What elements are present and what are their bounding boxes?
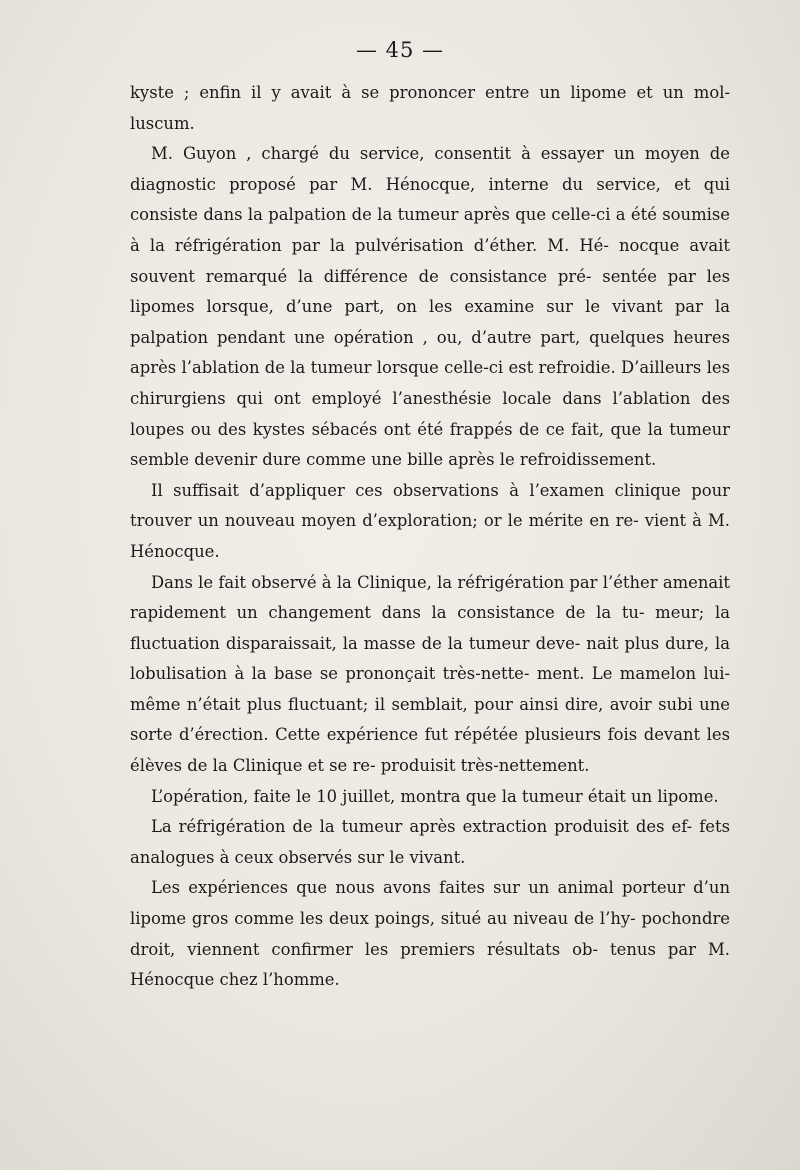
paragraph-6: La réfrigération de la tumeur après extraction produisit des ef- fets analogues à ceux observés sur le vivant. — [130, 817, 730, 867]
page-number: — 45 — — [355, 38, 445, 62]
paragraph-7: Les expériences que nous avons faites sur un animal porteur d’un lipome gros comme les deux poings, situé au niveau de l’hy- pochondre droit, viennent confirmer les premiers résultats ob- tenus par M. Hénocque chez l’homme. — [130, 878, 730, 990]
paragraph-4: Dans le fait observé à la Clinique, la réfrigération par l’éther amenait rapidement un changement dans la consistance de la tu- meur; la fluctuation disparaissait, la masse de la tumeur deve- nait plus dure, la lobulisation à la base se prononçait très-nette- ment. Le mamelon lui-même n’était plus fluctuant; il semblait, pour ainsi dire, avoir subi une sorte d’érection. Cette expérience fut répétée plusieurs fois devant les élèves de la Clinique et se re- produisit très-nettement. — [130, 572, 730, 776]
body-text — [130, 78, 730, 996]
paragraph-2: M. Guyon , chargé du service, consentit à essayer un moyen de diagnostic proposé par M. Hénocque, interne du service, et qui consiste dans la palpation de la tumeur après que celle-ci a été soumise à la réfrigération par la pulvérisation d’éther. M. Hé- nocque avait souvent remarqué la différence de consistance pré- sentée par les lipomes lorsque, d’une part, on les examine sur le vivant par la palpation pendant une opération , ou, d’autre part, quelques heures après l’ablation de la tumeur lorsque celle-ci est refroidie. D’ailleurs les chirurgiens qui ont employé l’anesthésie locale dans l’ablation des loupes ou des kystes sébacés ont été frappés de ce fait, que la tumeur semble devenir dure comme une bille après le refroidissement. — [130, 144, 730, 470]
paragraph-3: Il suffisait d’appliquer ces observations à l’examen clinique pour trouver un nouveau moyen d’exploration; or le mérite en re- vient à M. Hénocque. — [130, 480, 730, 561]
paragraph-5: L’opération, faite le 10 juillet, montra que la tumeur était un lipome. — [151, 786, 719, 806]
paragraph-1: kyste ; enfin il y avait à se prononcer entre un lipome et un mol- luscum. — [130, 83, 730, 133]
